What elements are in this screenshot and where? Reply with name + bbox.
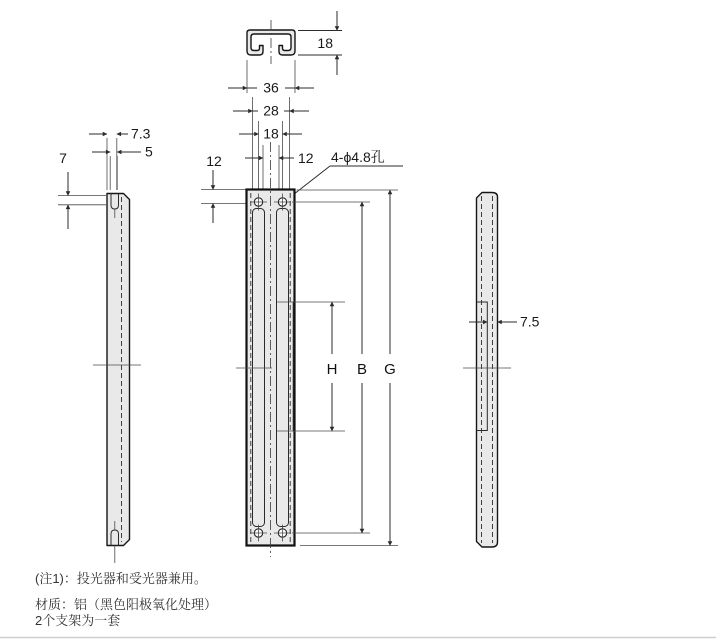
dim-label-36: 36	[263, 79, 279, 96]
dim-label-G: G	[384, 361, 396, 378]
front-view	[236, 142, 295, 557]
width-dimension-36	[228, 60, 314, 96]
width-dimension-12-slot	[245, 145, 314, 190]
note-material: 材质：铝（黑色阳极氧化处理）	[35, 597, 218, 612]
top-section-view	[247, 20, 295, 64]
left-view-body	[107, 194, 130, 546]
dimension-7-3	[89, 126, 151, 191]
notes-section	[35, 571, 217, 628]
dim-label-5: 5	[145, 143, 153, 160]
dimension-12-vertical	[201, 153, 249, 223]
dim-label-B: B	[356, 361, 368, 378]
dimension-18-height	[298, 11, 342, 75]
dim-label-H: H	[326, 361, 338, 378]
note-set: 2个支架为一套	[35, 613, 121, 628]
dim-label-18-pitch: 18	[263, 125, 279, 142]
hole-callout-label: 4-ϕ4.8孔	[331, 149, 385, 165]
dim-label-28: 28	[263, 102, 279, 119]
dimension-5	[92, 144, 153, 191]
width-dimension-28	[233, 97, 309, 189]
dim-label-7-5: 7.5	[520, 313, 540, 330]
left-side-view	[93, 194, 141, 564]
dim-label-12-slot: 12	[298, 150, 314, 166]
dimension-G	[297, 190, 399, 546]
right-side-view	[463, 193, 511, 548]
dim-label-12-offset: 12	[206, 153, 222, 169]
dim-label-7: 7	[59, 150, 67, 166]
note-1: (注1)：投光器和受光器兼用。	[35, 571, 207, 586]
dim-label-7-3: 7.3	[131, 125, 151, 142]
dim-label-18-height: 18	[317, 35, 333, 51]
dimension-7	[58, 150, 106, 229]
